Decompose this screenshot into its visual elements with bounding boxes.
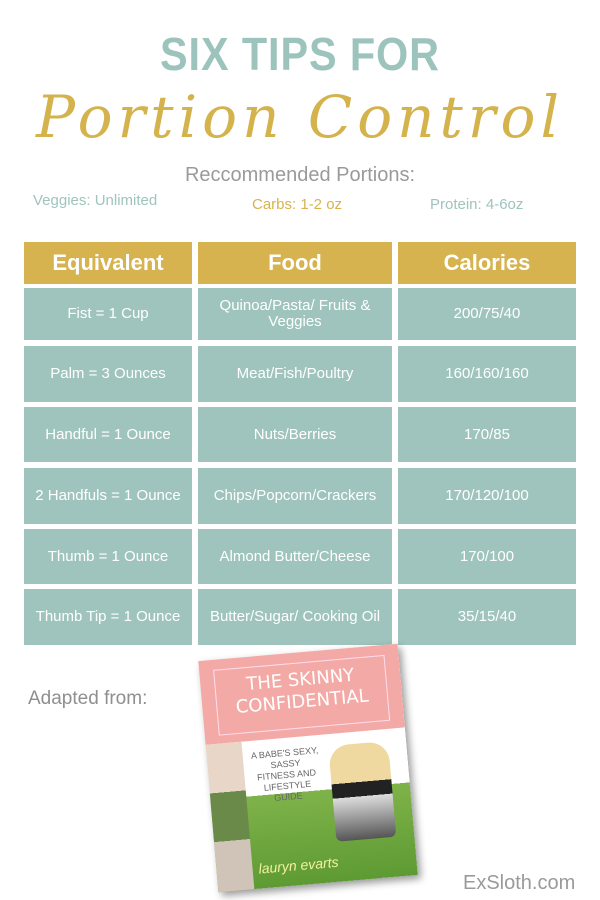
recommended-heading: Reccommended Portions: <box>184 164 416 186</box>
carbs-portion: Carbs: 1-2 oz <box>252 196 343 213</box>
cell-food: Quinoa/Pasta/ Fruits & Veggies <box>198 288 392 340</box>
book-cover-figure <box>328 741 396 842</box>
cell-food: Butter/Sugar/ Cooking Oil <box>198 589 392 645</box>
book-subtitle: A BABE'S SEXY, SASSY FITNESS AND LIFESTYLE GUIDE <box>250 745 319 804</box>
veggies-portion: Veggies: Unlimited <box>33 192 158 209</box>
cell-equivalent: 2 Handfuls = 1 Ounce <box>24 468 192 524</box>
cell-calories: 160/160/160 <box>398 346 576 402</box>
book-cover-image <box>198 644 417 893</box>
title-line1: SIX TIPS FOR <box>160 28 440 80</box>
cell-equivalent: Thumb Tip = 1 Ounce <box>24 589 192 645</box>
cell-calories: 35/15/40 <box>398 589 576 645</box>
book-author: lauryn evarts <box>257 853 340 877</box>
cell-food: Meat/Fish/Poultry <box>198 346 392 402</box>
cell-calories: 200/75/40 <box>398 288 576 340</box>
title-line2: Portion Control <box>35 83 565 151</box>
cell-calories: 170/100 <box>398 529 576 584</box>
cell-equivalent: Fist = 1 Cup <box>24 288 192 340</box>
cell-calories: 170/85 <box>398 407 576 462</box>
cell-food: Almond Butter/Cheese <box>198 529 392 584</box>
book-title: THE SKINNY CONFIDENTIAL <box>213 655 390 736</box>
header-equivalent: Equivalent <box>24 242 192 284</box>
header-food: Food <box>198 242 392 284</box>
adapted-from-label: Adapted from: <box>28 688 148 709</box>
cell-equivalent: Handful = 1 Ounce <box>24 407 192 462</box>
site-watermark: ExSloth.com <box>463 872 576 894</box>
cell-equivalent: Palm = 3 Ounces <box>24 346 192 402</box>
cell-calories: 170/120/100 <box>398 468 576 524</box>
protein-portion: Protein: 4-6oz <box>430 196 524 213</box>
cell-food: Nuts/Berries <box>198 407 392 462</box>
cell-equivalent: Thumb = 1 Ounce <box>24 529 192 584</box>
cell-food: Chips/Popcorn/Crackers <box>198 468 392 524</box>
header-calories: Calories <box>398 242 576 284</box>
book-side-photos <box>206 742 255 893</box>
